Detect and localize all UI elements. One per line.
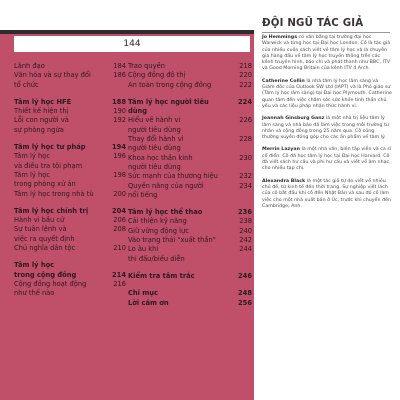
toc-entry-page: 192 [113,116,126,125]
toc-section-entry [14,271,126,280]
toc-entry-page: 248 [238,289,252,298]
toc-entry [128,217,252,226]
toc-entry-page: 208 [113,225,126,234]
toc-entry-title: Lãnh đạo [14,62,45,70]
toc-entry-title: và điều tra tội phạm [14,161,83,170]
toc-section-entry [128,299,252,308]
header-bar [0,30,254,34]
toc-entry-page: 198 [113,170,126,179]
toc-section-entry [14,143,126,152]
author-bio-text: có văn bằng tại trường đại học Warwick và từng học tại Đại học London. Cô là tác giả của nhiều cuốn sách viết về tâm lý học và là chuyên gia hàng đầu về tâm lý học truyền thông trên các kênh truyền hình, báo chí và phát thanh như BBC, ITV và Good Morning Britain của kênh ITV 4 Arch. [262,35,391,72]
toc-entry-title: người tiêu dùng [128,144,181,153]
toc-entry [128,227,252,236]
toc-entry-title: Tâm lý học trong nhà tù [14,189,94,198]
toc-entry [14,81,126,90]
toc-entry-title: Kiểm tra tâm trắc [128,271,195,280]
toc-column-right [128,62,252,308]
author-bio [262,116,392,141]
toc-entry-title: An toàn trong cộng đồng [128,80,212,89]
toc-entry-page: 204 [112,206,126,215]
toc-entry-title: việc ra quyết định [14,234,75,243]
toc-entry-page: 226 [239,116,252,125]
toc-entry-title: như thế nào [14,289,55,298]
toc-entry [14,225,126,234]
toc-entry [14,190,126,199]
toc-entry-page: 224 [238,97,252,106]
author-name: Jo Hemmings [262,35,298,40]
toc-entry [14,244,126,253]
toc-entry-page: 220 [239,71,252,80]
toc-entry-page: 246 [238,271,252,280]
toc-entry [128,62,252,71]
toc-entry [14,152,126,161]
toc-entry-title: Sự tuân lệnh và [14,225,67,234]
toc-entry-page: 196 [113,152,126,161]
toc-entry-page: 210 [113,244,126,253]
author-name: Alexandra Black [262,178,306,184]
toc-entry [128,154,252,163]
toc-entry-title: Tâm lý học HFE [14,97,72,106]
toc-entry-page: 232 [239,172,252,181]
toc-section-entry [14,207,126,216]
toc-entry-title: tổ chức [14,80,39,89]
toc-entry-page: 206 [113,216,126,225]
toc-section-entry [14,261,126,270]
toc-entry-title: Cải thiện kỹ năng [128,217,187,226]
toc-entry-title: Tâm lý học [14,152,50,161]
toc-section-entry [14,98,126,107]
toc-entry-page: 194 [112,143,126,152]
author-name: Joannah Ginsburg Ganz [262,116,325,122]
toc-column-left [14,62,126,299]
toc-entry-title: Giữ vững động lực [128,226,189,235]
heading-rule [262,32,390,33]
toc-entry [14,216,126,225]
author-name: Merrin Lazyan [262,147,300,153]
toc-entry-title: Hành vi bầu cử [14,216,65,225]
toc-entry-page: 238 [239,217,252,226]
toc-entry-page: 218 [239,62,252,70]
toc-section-entry [128,272,252,281]
toc-entry-title: Quyền năng của người [128,181,204,190]
toc-entry [128,81,252,90]
authors-panel [254,0,400,400]
author-bio [262,179,392,210]
toc-entry-title: Cộng đồng đô thị [128,71,186,80]
toc-gap [14,90,126,98]
toc-entry [128,163,252,172]
toc-entry-title: Khoa học thần kinh [128,153,193,162]
toc-entry [14,180,126,189]
toc-entry-page: 234 [239,181,252,190]
author-bio-text: là một nhà văn, biên tập viên và ca sĩ cổ điển. Cô đã học tâm lý học tại Đại học Harvard. Cô đã viết sách hư cấu và phi hư cấu và viết về âm nhạc cho nhiều tạp chí. [262,147,392,172]
toc-entry-title: trong phòng xử án [14,180,76,189]
toc-entry-title: Trao quyền [128,62,165,70]
toc-section-entry [128,208,252,217]
toc-entry-page: 200 [113,189,126,198]
author-bio [262,79,392,110]
toc-entry-title: Tâm lý học chính trị [14,206,89,215]
toc-entry-title: người tiêu dùng [128,162,181,171]
toc-section-entry [128,98,252,117]
toc-entry-title: Tâm lý học [14,261,55,270]
toc-entry-title: sự phòng ngừa [14,125,64,134]
toc-entry [14,71,126,80]
toc-entry-page: 222 [239,80,252,89]
toc-gap [128,200,252,208]
toc-entry [14,280,126,289]
toc-entry [128,135,252,144]
toc-entry [14,116,126,125]
toc-entry-page: 236 [238,208,252,217]
toc-entry-title: Tâm lý học [14,170,50,179]
author-name: Catherine Collin [262,78,305,84]
toc-entry-title: Thay đổi hành vi [128,135,184,144]
toc-entry-title: Hiểu về hành vi [128,116,181,125]
toc-entry-title: thi đấu/biểu diễn [128,254,185,263]
toc-entry-title: nổi tiếng [128,190,158,199]
toc-gap [128,281,252,289]
toc-entry [128,255,252,264]
toc-entry-title: người tiêu dùng [128,125,181,134]
toc-entry [128,236,252,245]
toc-entry-title: Lo âu khi [128,245,159,254]
toc-entry [14,126,126,135]
toc-entry [128,144,252,153]
toc-entry [128,172,252,181]
toc-entry-title: Chủ nghĩa dân tộc [14,244,76,253]
toc-entry-page: 240 [239,226,252,235]
toc-entry-title: Thiết kế hiện thị [14,107,69,116]
toc-gap [14,199,126,207]
toc-entry-page: 190 [113,107,126,116]
toc-section-entry [128,289,252,298]
toc-gap [128,90,252,98]
toc-entry [128,116,252,125]
toc-entry [128,245,252,254]
authors-heading: ĐỘI NGŨ TÁC GIẢ [262,18,364,29]
toc-entry-page: 216 [113,279,126,288]
toc-entry-page: 184 [113,62,126,70]
toc-entry-page: 230 [239,153,252,162]
toc-entry-title: Lời cảm ơn [128,298,169,307]
author-bio-text: là một tác giả tự do viết về nhiều chủ đề, từ kinh tế đến thời trang. Sự nghiệp viết lách của cô bắt đầu khi cô đến Nhật Bản và sau đó cô làm việc cho một nhà xuất bản ở Úc, trước khi chuyển đến Cambridge, Anh. [262,178,391,209]
toc-entry-title: Tâm lý học thể thao [128,208,203,217]
author-bio [262,147,392,172]
author-bio-text: là nhà tâm lý học lâm sàng và Giám đốc của Outlook SW Ltd (IAPT) và là Phó giáo sư (Tâm lý học lâm sàng) tại Đại học Plymouth. Catherine quan tâm đến việc chăm sóc sức khỏe tinh thần chủ yếu và các liệu pháp nhận thức hành vi. [262,78,392,109]
toc-entry [14,171,126,180]
toc-entry-title: Vào trạng thái "xuất thần" [128,236,216,245]
page-number: 144 [14,36,250,52]
toc-entry [128,191,252,200]
toc-entry-title: Lỗi con người và [14,116,69,125]
toc-entry-title: Cộng đồng hoạt động [14,279,87,288]
toc-entry-page: 242 [239,236,252,245]
author-bios [262,35,392,216]
toc-gap [128,264,252,272]
toc-entry-title: Chỉ mục [128,289,158,298]
toc-entry-title: Văn hóa và sự thay đổi [14,71,91,80]
toc-entry-page: 186 [113,71,126,80]
toc-entry-title: trong cộng đồng [14,270,77,279]
toc-entry-page: 244 [239,245,252,254]
toc-entry-page: 214 [112,270,126,279]
toc-entry [14,162,126,171]
toc-gap [14,135,126,143]
toc-entry [14,235,126,244]
toc-entry-page: 228 [239,135,252,144]
toc-entry [128,71,252,80]
toc-entry-page: 188 [112,97,126,106]
toc-entry-title: Tâm lý học tư pháp [14,143,86,152]
toc-entry [128,126,252,135]
author-bio [262,35,392,73]
top-margin [0,0,254,30]
toc-entry-title: Tâm lý học người tiêu dùng [128,97,209,116]
toc-entry [14,62,126,71]
toc-entry-page: 256 [238,298,252,307]
toc-entry [14,289,126,298]
author-bio-text: là một nhà trị liệu tâm lý lâm sàng và nhà báo đã làm việc trong môi trường tư nhân và cộng đồng trong 25 năm qua. Cô cũng thường xuyên đóng góp cho các ấn phẩm về tâm lý. [262,116,389,141]
toc-entry [128,182,252,191]
toc-entry-title: Sức mạnh của thương hiệu [128,172,218,181]
